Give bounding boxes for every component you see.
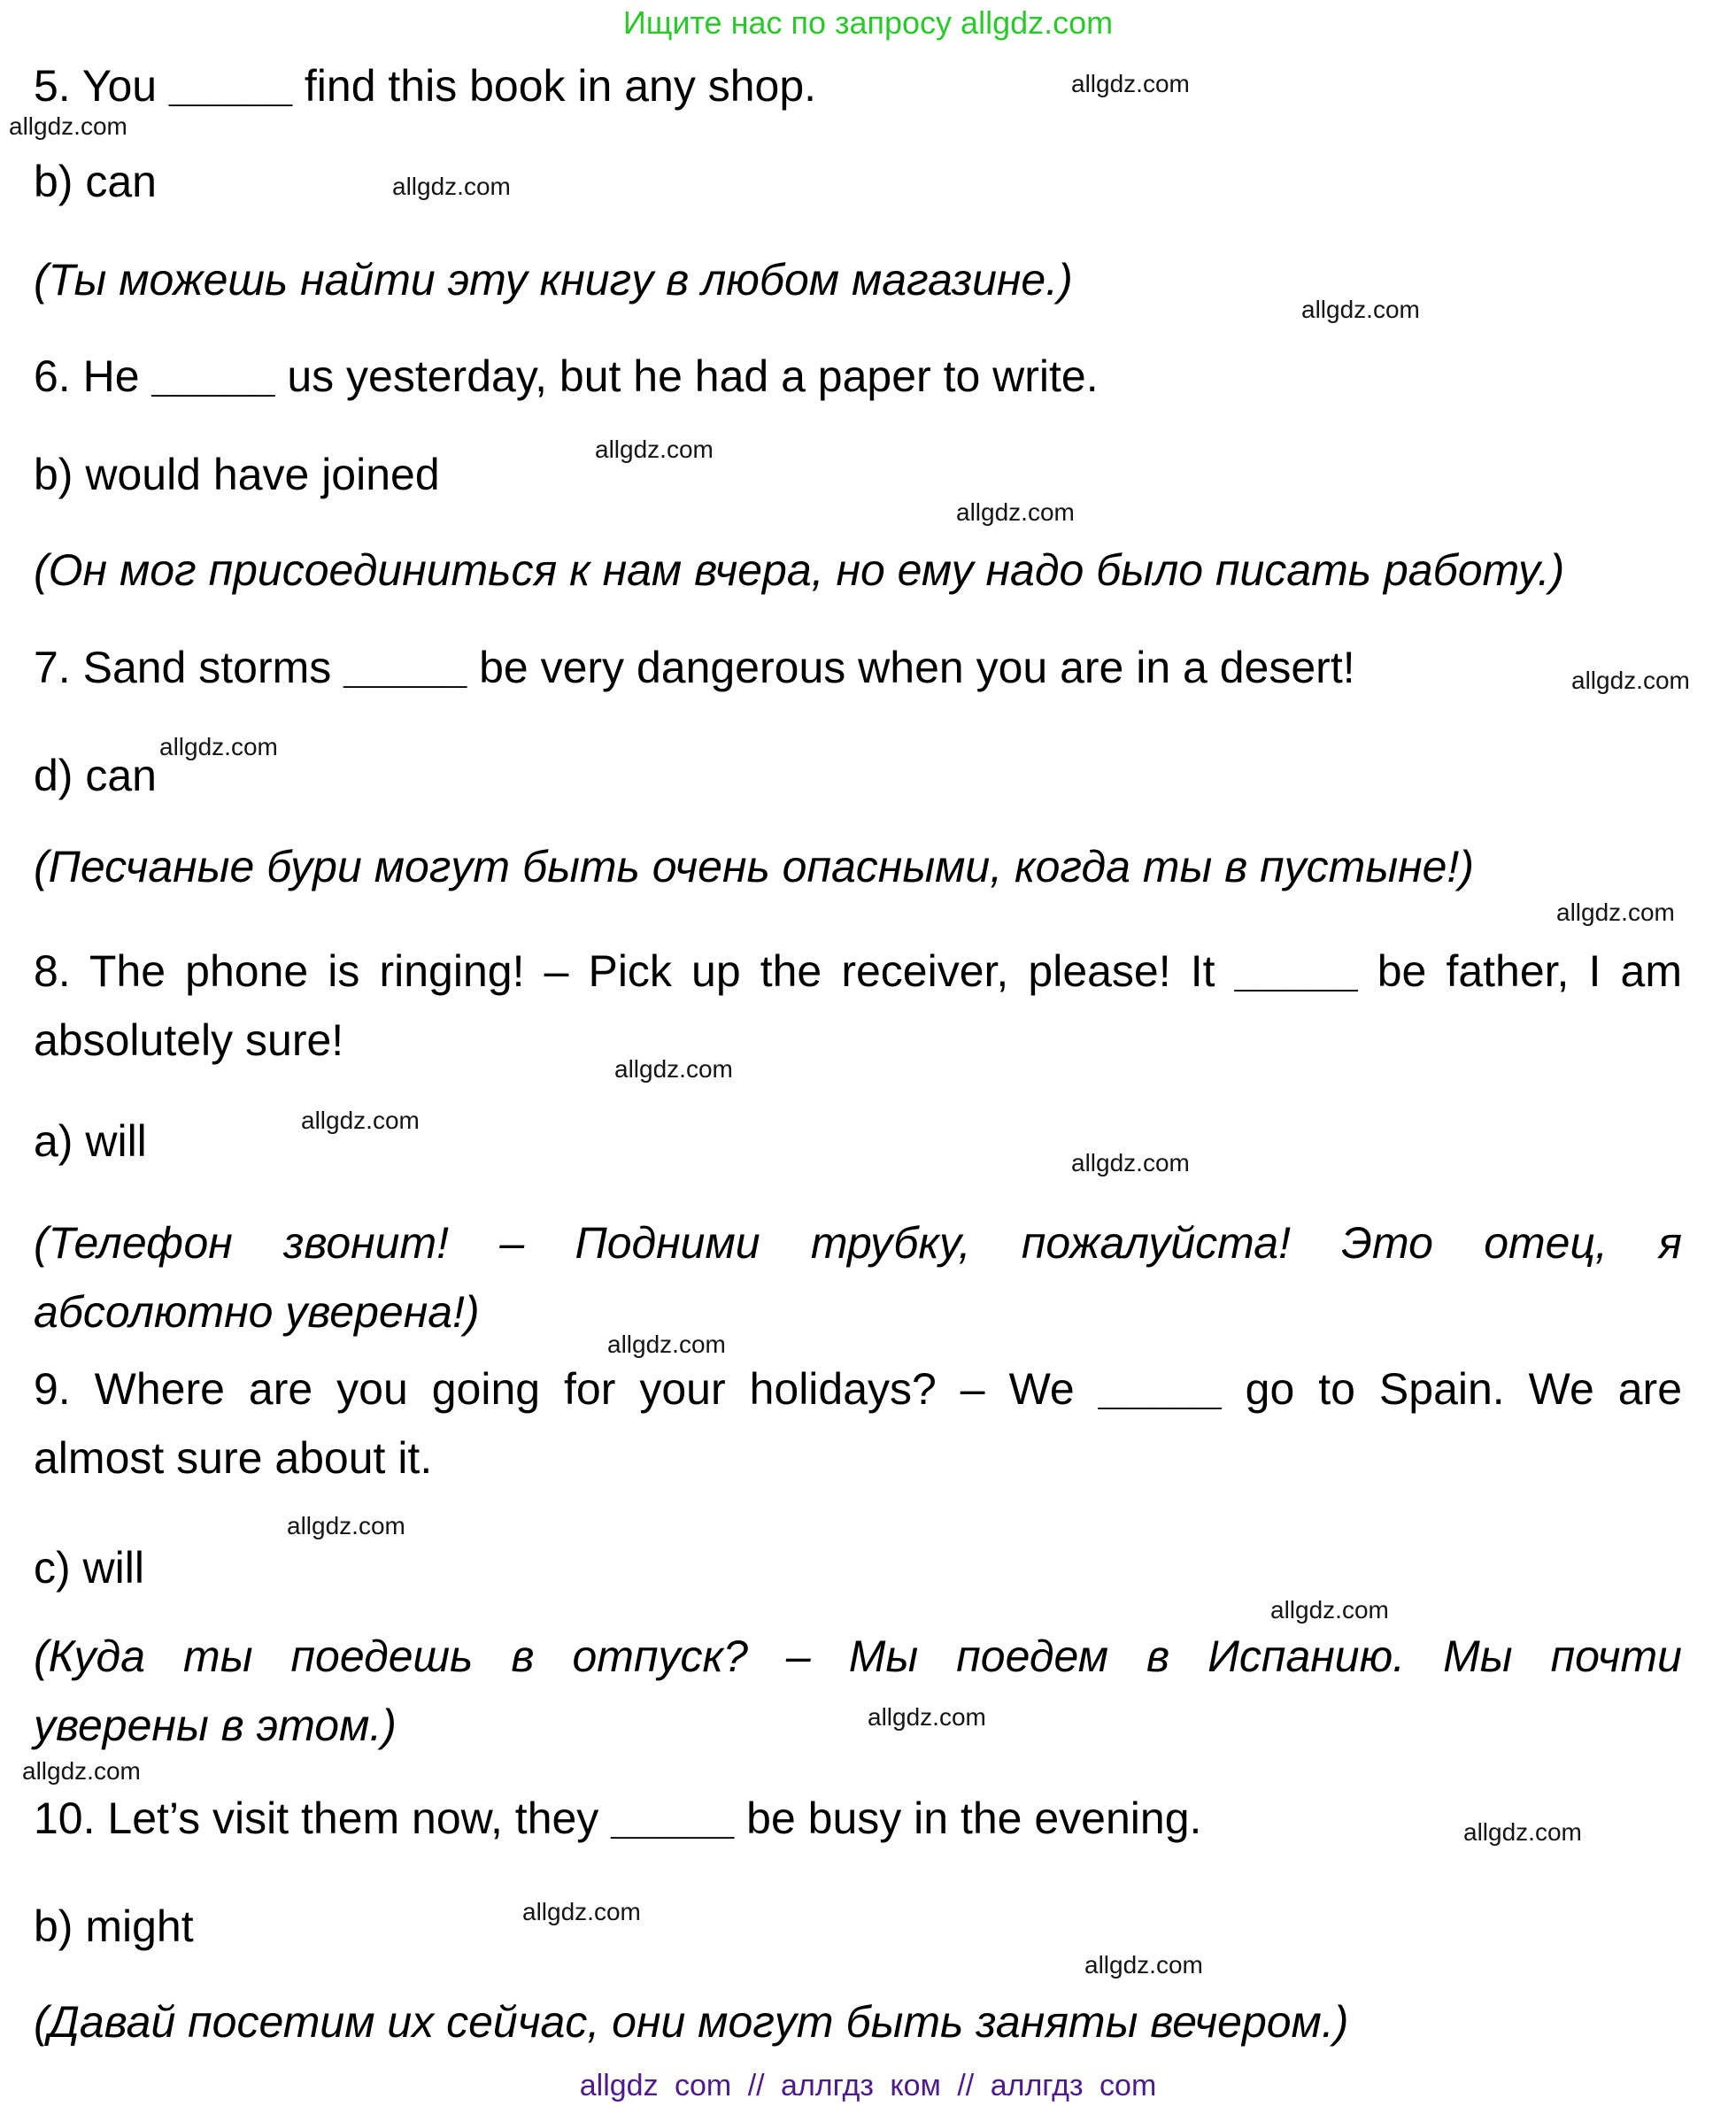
answer-6: [34, 440, 1682, 509]
watermark: allgdz.com: [287, 1512, 405, 1539]
watermark: allgdz.com: [956, 498, 1075, 526]
translation-7-line-1: (Песчаные бури могут быть очень опасными, когда ты в пустыне!): [34, 842, 1474, 891]
question-10: [34, 1784, 1682, 1853]
page-footer: [0, 2066, 1736, 2105]
translation-5-line-1: (Ты можешь найти эту книгу в любом магазине.): [34, 255, 1073, 305]
watermark: allgdz.com: [9, 112, 127, 140]
watermark: allgdz.com: [1301, 296, 1420, 323]
translation-8-line-1: (Телефон звонит! – Подними трубку, пожалуйста! Это отец, я: [34, 1218, 1682, 1268]
watermark: allgdz.com: [22, 1757, 141, 1785]
translation-9-line-1: (Куда ты поедешь в отпуск? – Мы поедем в Испанию. Мы почти: [34, 1632, 1682, 1681]
watermark: allgdz.com: [614, 1055, 733, 1083]
translation-9-line-2: уверены в этом.): [34, 1701, 397, 1750]
question-9: [34, 1354, 1682, 1493]
question-8: [34, 937, 1682, 1075]
answer-8-line-1: a) will: [34, 1116, 147, 1166]
footer-text: allgdz com // аллгдз ком // аллгдз com: [579, 2069, 1157, 2102]
answer-5: [34, 147, 1682, 216]
question-5: [34, 51, 1682, 120]
answer-7-line-1: d) can: [34, 751, 157, 800]
translation-8-line-2: абсолютно уверена!): [34, 1287, 480, 1337]
translation-10-line-1: (Давай посетим их сейчас, они могут быть заняты вечером.): [34, 1997, 1349, 2047]
answer-9: [34, 1533, 1682, 1602]
question-9-line-2: almost sure about it.: [34, 1433, 433, 1483]
watermark: allgdz.com: [1556, 899, 1675, 926]
translation-6: [34, 536, 1682, 605]
watermark: allgdz.com: [522, 1898, 641, 1925]
question-8-line-1: 8. The phone is ringing! – Pick up the receiver, please! It _____ be father, I am: [34, 946, 1682, 996]
question-5-line-1: 5. You _____ find this book in any shop.: [34, 61, 817, 111]
translation-6-line-1: (Он мог присоединиться к нам вчера, но ему надо было писать работу.): [34, 545, 1565, 595]
translation-7: [34, 832, 1682, 901]
watermark: allgdz.com: [1571, 667, 1690, 694]
watermark: allgdz.com: [392, 173, 511, 200]
question-7: [34, 633, 1682, 702]
translation-5: [34, 245, 1682, 314]
answer-7: [34, 741, 1682, 810]
translation-10: [34, 1987, 1682, 2056]
watermark: allgdz.com: [1463, 1818, 1582, 1846]
page-header: [0, 2, 1736, 44]
answer-6-line-1: b) would have joined: [34, 450, 440, 499]
watermark: allgdz.com: [595, 436, 714, 463]
watermark: allgdz.com: [1084, 1951, 1203, 1979]
answer-10-line-1: b) might: [34, 1902, 194, 1951]
question-9-line-1: 9. Where are you going for your holidays? – We _____ go to Spain. We are: [34, 1364, 1682, 1414]
watermark: allgdz.com: [301, 1107, 420, 1134]
watermark: allgdz.com: [1071, 70, 1190, 97]
translation-8: [34, 1208, 1682, 1346]
question-8-line-2: absolutely sure!: [34, 1015, 344, 1065]
question-6: [34, 342, 1682, 411]
question-7-line-1: 7. Sand storms _____ be very dangerous when you are in a desert!: [34, 643, 1355, 692]
answer-9-line-1: c) will: [34, 1543, 144, 1593]
watermark: allgdz.com: [1071, 1149, 1190, 1176]
answer-10: [34, 1892, 1682, 1961]
translation-9: [34, 1622, 1682, 1760]
header-slogan-text: Ищите нас по запросу allgdz.com: [622, 4, 1114, 41]
question-6-line-1: 6. He _____ us yesterday, but he had a paper to write.: [34, 351, 1099, 401]
watermark: allgdz.com: [159, 733, 278, 760]
watermark: allgdz.com: [868, 1703, 986, 1731]
watermark: allgdz.com: [1270, 1596, 1389, 1624]
watermark: allgdz.com: [607, 1331, 726, 1358]
answer-5-line-1: b) can: [34, 157, 157, 206]
answer-8: [34, 1107, 1682, 1176]
question-10-line-1: 10. Let’s visit them now, they _____ be busy in the evening.: [34, 1794, 1202, 1843]
